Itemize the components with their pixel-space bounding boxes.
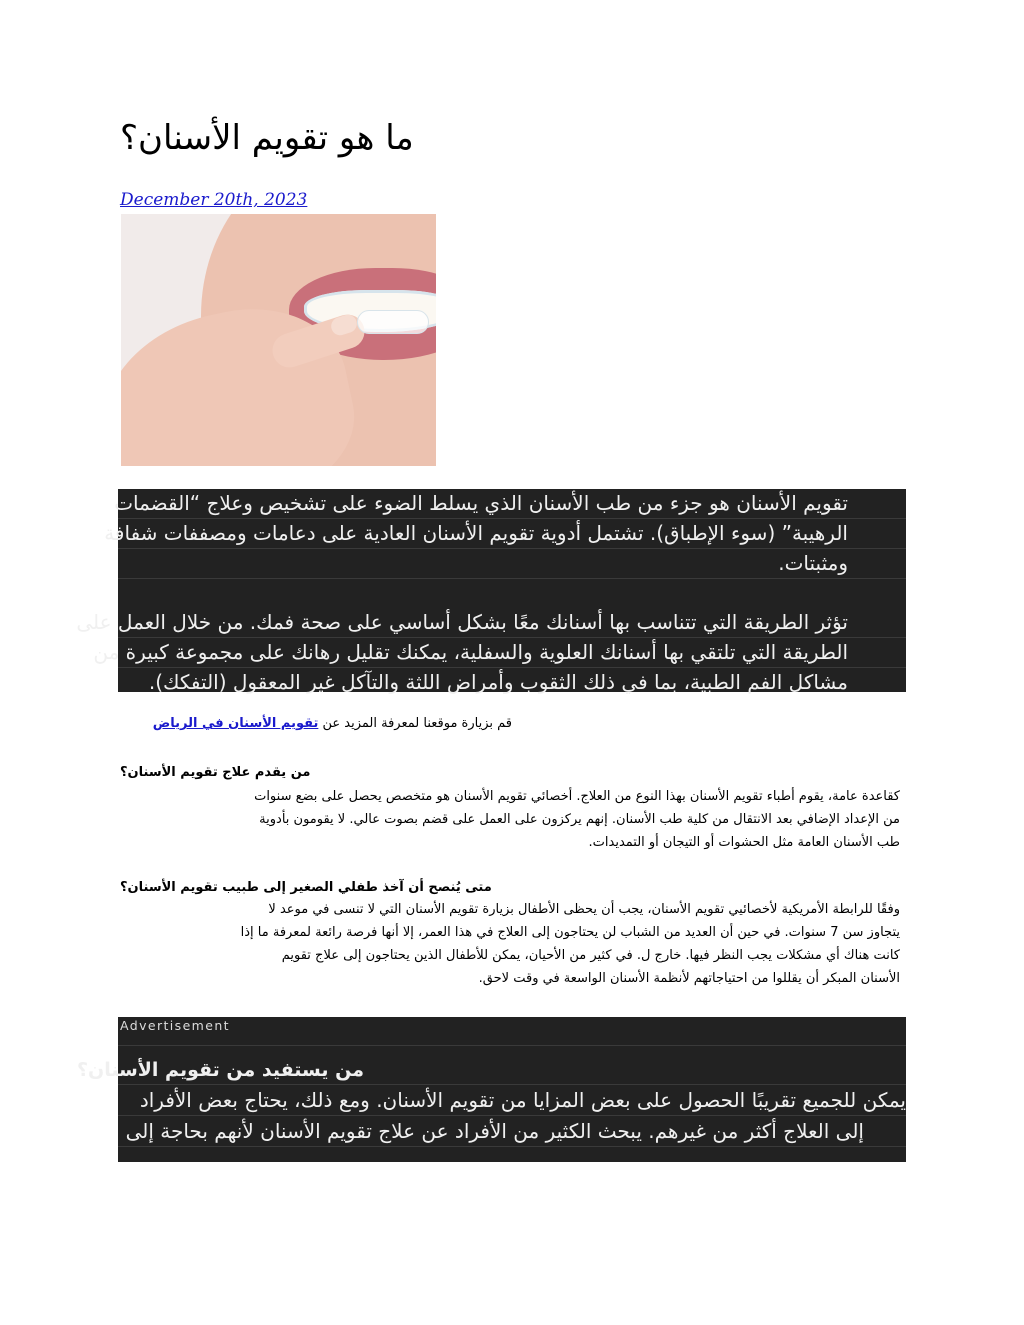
section-heading-child-age: متى يُنصح أن آخذ طفلي الصغير إلى طبيب تقويم الأسنان؟ (120, 880, 492, 895)
intro-line: الرهيبة” (سوء الإطباق). تشتمل أدوية تقويم الأسنان العادية على دعامات ومصففات شفافة (118, 519, 906, 549)
advertisement-block (76, 1017, 906, 1162)
paragraph-line: يتجاوز سن 7 سنوات. في حين أن العديد من الشباب لن يحتاجون إلى العلاج في هذا العمر، إلا أنها فرصة رائعة لمعرفة ما إذا (240, 925, 900, 940)
post-date-link[interactable]: December 20th, 2023 (120, 190, 308, 210)
section-heading-who-provides: من يقدم علاج تقويم الأسنان؟ (120, 765, 311, 780)
ad-line: يمكن للجميع تقريبًا الحصول على بعض المزايا من تقويم الأسنان. ومع ذلك، يحتاج بعض الأفراد (118, 1085, 906, 1116)
intro-text-block (76, 489, 906, 694)
aligner-icon (357, 310, 429, 334)
paragraph-line: من الإعداد الإضافي بعد الانتقال من كلية طب الأسنان. إنهم يركزون على العمل على قضم بصوت عالي. لا يقومون بأدوية (259, 812, 900, 827)
section-paragraph-child-age (120, 898, 900, 990)
riyadh-orthodontics-link[interactable]: تقويم الأسنان في الرياض (152, 716, 319, 731)
intro-line: مشاكل الفم الطبية، بما في ذلك الثقوب وأمراض اللثة والتآكل غير المعقول (التفكك). (148, 670, 848, 694)
intro-line: الطريقة التي تلتقي بها أسنانك العلوية والسفلية، يمكنك تقليل رهانك على مجموعة كبيرة من (118, 638, 906, 668)
intro-line: تقويم الأسنان هو جزء من طب الأسنان الذي يسلط الضوء على تشخيص وعلاج “القضمات (118, 489, 906, 519)
paragraph-line: كقاعدة عامة، يقوم أطباء تقويم الأسنان بهذا النوع من العلاج. أخصائي تقويم الأسنان هو متخصص يحصل على بضع سنوات (254, 789, 900, 804)
paragraph-line: وفقًا للرابطة الأمريكية لأخصائيي تقويم الأسنان، يجب أن يحظى الأطفال بزيارة تقويم الأسنان التي لا تنسى في موعد لا (268, 902, 900, 917)
page-title: ما هو تقويم الأسنان؟ (120, 118, 414, 158)
paragraph-line: الأسنان المبكر أن يقللوا من احتياجاتهم لأنظمة الأسنان الواسعة في وقت لاحق. (478, 971, 900, 986)
ad-section-heading: من يستفيد من تقويم الأسنان؟ (118, 1046, 906, 1085)
visit-prefix: قم بزيارة موقعنا لمعرفة المزيد عن (322, 716, 512, 731)
paragraph-line: كانت هناك أي مشكلات يجب النظر فيها. خارج ل. في كثير من الأحيان، يمكن للأطفال الذين يحتاجون إلى علاج تقويم (281, 948, 900, 963)
ad-line: إلى العلاج أكثر من غيرهم. يبحث الكثير من الأفراد عن علاج تقويم الأسنان لأنهم بحاجة إلى (118, 1116, 906, 1147)
intro-line: تؤثر الطريقة التي تتناسب بها أسنانك معًا بشكل أساسي على صحة فمك. من خلال العمل على (118, 608, 906, 638)
advertisement-label: Advertisement (118, 1017, 906, 1046)
hero-image (121, 214, 436, 466)
visit-line (120, 716, 512, 731)
paragraph-line: طب الأسنان العامة مثل الحشوات أو التيجان أو التمديدات. (588, 835, 900, 850)
paragraph-gap (118, 579, 906, 608)
section-paragraph-who-provides (120, 785, 900, 854)
intro-line: ومثبتات. (118, 549, 906, 579)
